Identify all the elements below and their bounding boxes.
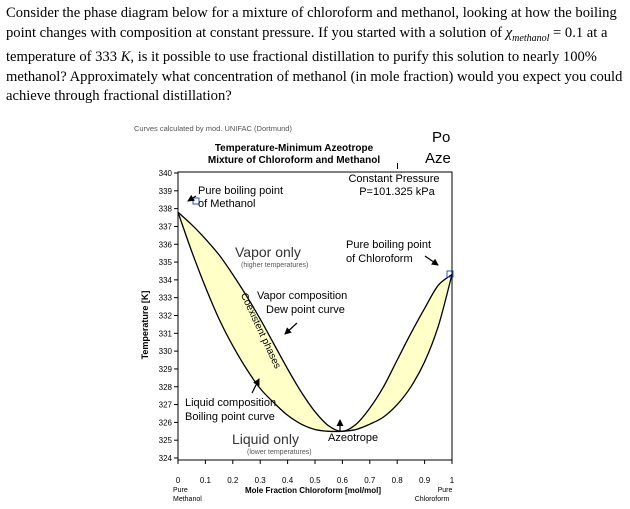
azeotrope-label: Azeotrope (328, 432, 379, 444)
y-tick-label: 325 (158, 436, 172, 446)
y-tick-label: 340 (158, 169, 172, 178)
chi-subscript: methanol (512, 32, 550, 44)
diagram-title-line1: Temperature-Minimum Azeotrope (214, 143, 374, 154)
x-tick-label: 0.9 (419, 476, 431, 485)
y-tick-label: 338 (158, 204, 172, 214)
y-tick-label: 333 (158, 293, 172, 303)
annotation-boiling-point-curve: Boiling point curve (185, 411, 275, 423)
x-tick-label: 0.2 (227, 476, 239, 485)
y-tick-label: 337 (158, 222, 172, 232)
y-tick-label: 336 (158, 240, 172, 250)
title-divider (397, 163, 398, 169)
question-part2: = 0.1 at a temperature of 333 (6, 24, 608, 66)
liquid-only-label: Liquid only (232, 431, 299, 447)
y-tick-label: 335 (158, 258, 172, 268)
annotation-pure-chloroform-line1: Pure boiling point (346, 239, 432, 251)
annotation-pure-methanol-line1: Pure boiling point (198, 185, 284, 197)
y-tick-label: 324 (158, 454, 172, 463)
x-tick-label: 0.3 (254, 476, 266, 485)
annotation-dew-point-curve: Dew point curve (266, 304, 345, 316)
annotation-vapor-composition: Vapor composition (257, 290, 348, 302)
vapor-only-label: Vapor only (235, 244, 301, 260)
x-tick-label: 0.6 (336, 476, 348, 485)
x-tick-label: 0.8 (391, 476, 403, 485)
y-tick-label: 328 (158, 382, 172, 392)
corner-text-line1: Po (432, 129, 451, 146)
pressure-label-line1: Constant Pressure (348, 173, 440, 185)
x-tick-label: 0 (175, 476, 181, 485)
liquid-only-sublabel: (lower temperatures) (247, 449, 312, 456)
x-axis-label: Mole Fraction Chloroform [mol/mol] (245, 486, 381, 495)
annotation-pure-methanol-line2: of Methanol (198, 198, 256, 210)
x-tick-label: 0.1 (199, 476, 211, 485)
y-tick-label: 327 (158, 400, 172, 410)
y-tick-label: 332 (158, 311, 172, 321)
pressure-label-line2: P=101.325 kPa (359, 186, 435, 198)
x-tick-label: 0.4 (282, 476, 294, 485)
pure-methanol-label-line1: Pure (173, 487, 188, 494)
y-tick-label: 339 (158, 186, 172, 196)
y-tick-label: 326 (158, 418, 172, 428)
y-tick-label: 334 (158, 275, 172, 285)
pure-chloroform-label-line1: Pure (437, 487, 453, 494)
credit-text: Curves calculated by mod. UNIFAC (Dortmund) (134, 124, 292, 133)
x-tick-label: 0.5 (309, 476, 321, 485)
y-tick-label: 329 (158, 364, 172, 374)
question-part1: Consider the phase diagram below for a mixture of chloroform and methanol, looking at how the boiling point changes with composition at constant pressure. If you started with a solution of (6, 5, 617, 41)
x-axis (176, 460, 455, 485)
annotation-pure-chloroform-line2: of Chloroform (346, 253, 413, 265)
chi-symbol: χ (505, 24, 513, 41)
vapor-only-sublabel: (higher temperatures) (241, 262, 309, 269)
annotation-liquid-composition: Liquid composition (185, 397, 277, 409)
y-tick-label: 330 (158, 347, 172, 357)
y-axis (159, 169, 178, 463)
dew-point-arrow (285, 323, 297, 334)
y-tick-label: 331 (158, 329, 172, 339)
question-part3: , is it possible to use fractional distillation to purify this solution to nearly 100% methanol? Approximately what concentration of methanol (in mole fraction) would you expect you could achieve through fractional distillation? (6, 49, 623, 105)
pure-chloroform-arrow (425, 256, 438, 265)
kelvin-unit: K (120, 49, 131, 66)
pure-chloroform-label-line2: Chloroform (414, 496, 450, 503)
x-tick-label: 1 (449, 476, 455, 485)
y-axis-label: Temperature [K] (140, 290, 150, 360)
plot-area (159, 169, 455, 485)
x-tick-label: 0.7 (364, 476, 376, 485)
pure-methanol-label-line2: Methanol (173, 496, 202, 503)
diagram-title-line2: Mixture of Chloroform and Methanol (207, 155, 381, 166)
coexistent-phases-label: Coexistent phases (237, 291, 283, 371)
corner-text-line2: Aze (425, 150, 451, 167)
